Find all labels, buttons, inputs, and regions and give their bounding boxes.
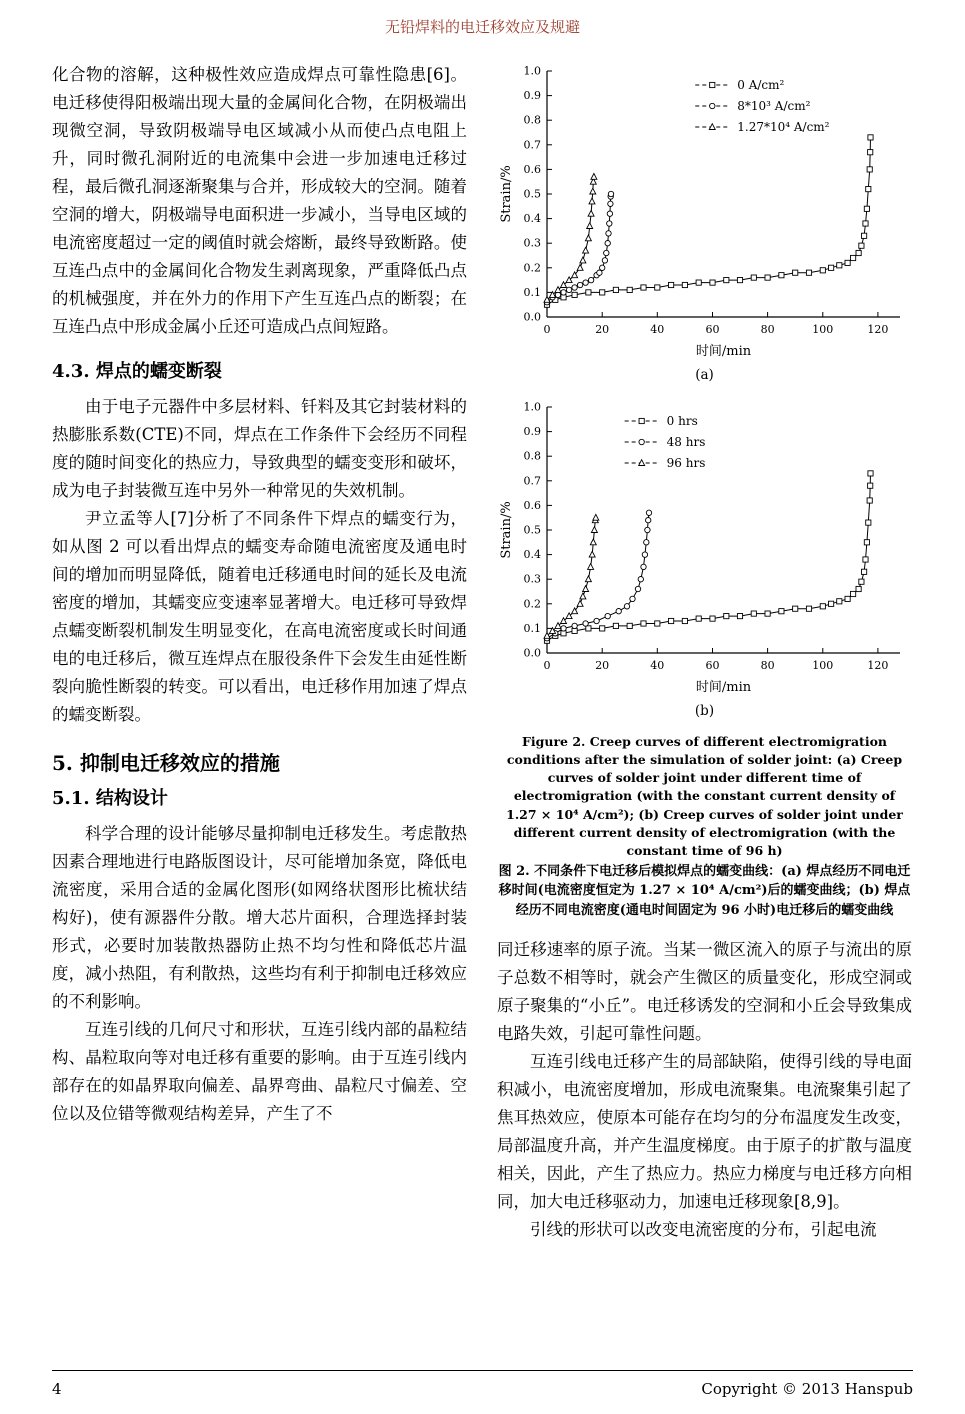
svg-text:0.4: 0.4 [523,548,541,562]
svg-text:0.7: 0.7 [523,138,541,152]
running-head-title: 无铅焊料的电迁移效应及规避 [384,18,580,36]
section-heading-5-1: 5.1. 结构设计 [52,788,168,809]
svg-text:8*10³ A/cm²: 8*10³ A/cm² [737,99,811,113]
paragraph: 引线的形状可以改变电流密度的分布，引起电流 [530,1220,877,1240]
page-footer [52,1370,913,1398]
svg-text:0.3: 0.3 [523,236,541,250]
page-number: 4 [52,1380,62,1398]
svg-text:1.27*10⁴ A/cm²: 1.27*10⁴ A/cm² [737,120,830,134]
chart-svg [497,397,912,697]
svg-text:0.5: 0.5 [523,187,541,201]
paragraph: 化合物的溶解，这种极性效应造成焊点可靠性隐患[6]。电迁移使得阳极端出现大量的金属间化合物，在阴极端出现微空洞，导致阴极端导电区域减小从而使凸点电阻上升，同时微孔洞附近的电流集中会进一步加速电迁移过程，最后微孔洞逐渐聚集与合并，形成较大的空洞。随着空洞的增大，阴极端导电面积进一步减小，当导电区域的电流密度超过一定的阈值时就会熔断，最终导致断路。使互连凸点中的金属间化合物发生剥离现象，严重降低凸点的机械强度，并在外力的作用下产生互连凸点的断裂；在互连凸点中形成金属小丘还可造成凸点间短路。 [52,65,467,336]
svg-text:Strain/%: Strain/% [499,165,514,223]
svg-text:0.6: 0.6 [523,498,541,512]
svg-text:0.3: 0.3 [523,572,541,586]
section-heading-4-3: 4.3. 焊点的蠕变断裂 [52,361,222,382]
svg-text:时间/min: 时间/min [695,680,752,695]
svg-text:1.0: 1.0 [523,64,541,78]
paragraph: 尹立孟等人[7]分析了不同条件下焊点的蠕变行为，如从图 2 可以看出焊点的蠕变寿命随电流密度及通电时间的增加而明显降低，随着电迁移通电时间的延长及电流密度的增加，其蠕变应变速率显著增大。电迁移可导致焊点蠕变断裂机制发生明显变化，在高电流密度或长时间通电的电迁移后，微互连焊点在服役条件下会发生由延性断裂向脆性断裂的转变。可以看出，电迁移作用加速了焊点的蠕变断裂。 [52,509,467,724]
svg-text:0: 0 [543,659,551,672]
svg-text:40: 40 [650,323,665,336]
svg-text:0.4: 0.4 [523,212,541,226]
chart-b-sublabel: (b) [694,703,715,719]
svg-text:40: 40 [650,659,665,672]
svg-text:120: 120 [867,323,889,336]
section-heading-5: 5. 抑制电迁移效应的措施 [52,751,280,775]
svg-text:0 hrs: 0 hrs [666,414,698,428]
svg-text:1.0: 1.0 [523,400,541,414]
svg-text:0: 0 [543,323,551,336]
svg-text:100: 100 [812,323,834,336]
copyright-notice: Copyright © 2013 Hanspub [701,1380,913,1398]
svg-text:60: 60 [705,659,720,672]
svg-text:0.7: 0.7 [523,474,541,488]
svg-text:0.2: 0.2 [523,597,541,611]
paragraph: 科学合理的设计能够尽量抑制电迁移发生。考虑散热因素合理地进行电路版图设计，尽可能增加条宽，降低电流密度，采用合适的金属化图形(如网络状图形比梳状结构好)，使有源器件分散。增大芯片面积，合理选择封装形式，必要时加装散热器防止热不均匀性和降低芯片温度，减小热阻，有利散热，这些均有利于抑制电迁移效应的不利影响。 [52,824,467,1011]
paragraph: 同迁移速率的原子流。当某一微区流入的原子与流出的原子总数不相等时，就会产生微区的质量变化，形成空洞或原子聚集的“小丘”。电迁移诱发的空洞和小丘会导致集成电路失效，引起可靠性问题。 [497,940,912,1044]
svg-text:0.6: 0.6 [523,162,541,176]
svg-text:80: 80 [760,659,775,672]
svg-text:0.9: 0.9 [523,425,541,439]
svg-text:0.8: 0.8 [523,113,541,127]
paragraph: 互连引线的几何尺寸和形状，互连引线内部的晶粒结构、晶粒取向等对电迁移有重要的影响。由于互连引线内部存在的如晶界取向偏差、晶界弯曲、晶粒尺寸偏差、空位以及位错等微观结构差异，产生了不 [52,1020,467,1123]
svg-text:Strain/%: Strain/% [499,501,514,559]
svg-text:0.1: 0.1 [523,285,541,299]
figure-caption-english: Figure 2. Creep curves of different electromigration conditions after the simulation of solder joint: (a) Creep curves of solder joint under different time of electromigration (with the constant current density of 1.27 × 10⁴ A/cm²); (b) Creep curves of solder joint under different current density of electromigration (with the constant time of 96 h) [506,734,903,858]
chart-a-sublabel: (a) [695,367,714,383]
svg-text:60: 60 [705,323,720,336]
svg-text:120: 120 [867,659,889,672]
two-column-layout [52,61,913,1244]
svg-text:96 hrs: 96 hrs [666,456,706,470]
right-column [497,61,912,1244]
svg-text:0.9: 0.9 [523,89,541,103]
left-column [52,61,467,1244]
svg-text:0.1: 0.1 [523,621,541,635]
svg-text:0 A/cm²: 0 A/cm² [737,78,785,92]
paragraph: 由于电子元器件中多层材料、钎料及其它封装材料的热膨胀系数(CTE)不同，焊点在工作条件下会经历不同程度的随时间变化的热应力，导致典型的蠕变变形和破坏，成为电子封装微互连中另外一种常见的失效机制。 [52,397,467,500]
paragraph: 互连引线电迁移产生的局部缺陷，使得引线的导电面积减小，电流密度增加，形成电流聚集。电流聚集引起了焦耳热效应，使原本可能存在均匀的分布温度发生改变，局部温度升高，并产生温度梯度。由于原子的扩散与温度相关，因此，产生了热应力。热应力梯度与电迁移方向相同，加大电迁移驱动力，加速电迁移现象[8,9]。 [497,1052,912,1212]
svg-text:100: 100 [812,659,834,672]
chart-svg [497,61,912,361]
svg-text:80: 80 [760,323,775,336]
creep-chart-b [497,397,912,701]
svg-text:0.2: 0.2 [523,261,541,275]
svg-text:20: 20 [595,323,610,336]
svg-text:0.0: 0.0 [523,646,541,660]
svg-text:48 hrs: 48 hrs [666,435,706,449]
figure-caption-chinese: 图 2. 不同条件下电迁移后模拟焊点的蠕变曲线：(a) 焊点经历不同电迁移时间(电流密度恒定为 1.27 × 10⁴ A/cm²)后的蠕变曲线；(b) 焊点经历不同电流密度(通电时间固定为 96 小时)电迁移后的蠕变曲线 [498,863,911,918]
svg-text:时间/min: 时间/min [695,344,752,359]
svg-text:0.5: 0.5 [523,523,541,537]
creep-chart-a [497,61,912,365]
svg-text:0.8: 0.8 [523,449,541,463]
svg-text:20: 20 [595,659,610,672]
svg-text:0.0: 0.0 [523,310,541,324]
